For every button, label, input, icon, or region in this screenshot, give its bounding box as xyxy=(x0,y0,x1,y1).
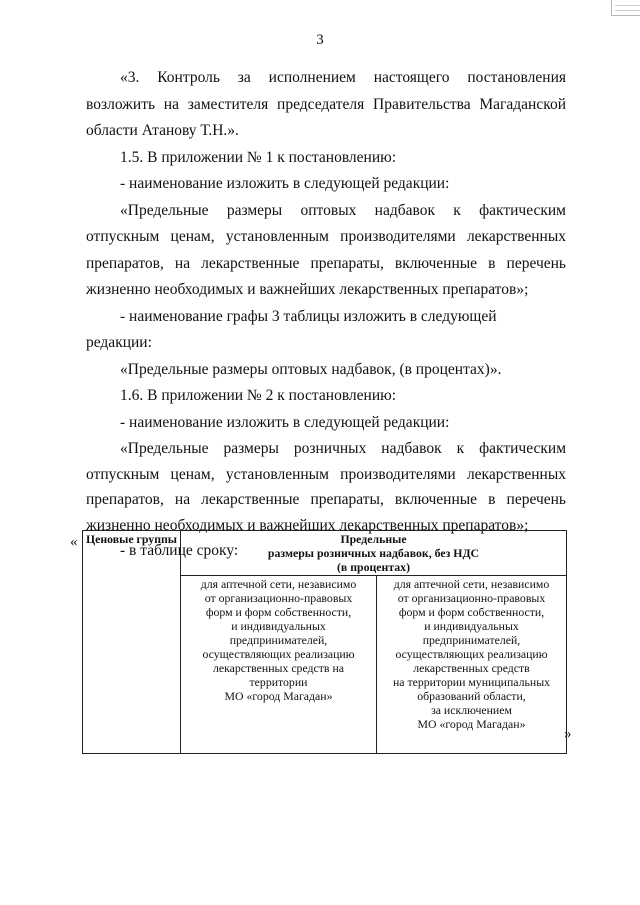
cell-line: лекарственных средств на xyxy=(212,661,344,675)
cell-line: образований области, xyxy=(417,689,526,703)
cell-line: МО «город Магадан» xyxy=(417,717,526,731)
cell-line: для аптечной сети, независимо xyxy=(200,577,357,591)
cell-line: от организационно-правовых xyxy=(397,591,546,605)
paragraph-wholesale-column: «Предельные размеры оптовых надбавок, (в процентах)». xyxy=(120,360,502,378)
cell-line: предпринимателей, xyxy=(229,633,328,647)
cell-line: форм и форм собственности, xyxy=(398,605,545,619)
cell-line: лекарственных средств xyxy=(413,661,530,675)
retail-markup-table xyxy=(82,530,567,754)
header-line: размеры розничных надбавок, без НДС xyxy=(267,546,480,560)
document-body xyxy=(86,65,566,565)
header-line: (в процентах) xyxy=(337,560,410,574)
retail-markup-header xyxy=(181,531,567,576)
table-open-quote: « xyxy=(70,534,78,550)
paragraph-column-3-edit: - наименование графы 3 таблицы изложить в следующей редакции: xyxy=(86,307,497,351)
paragraph-appendix-2: 1.6. В приложении № 2 к постановлению: xyxy=(120,387,397,404)
markup-table-block xyxy=(70,530,580,765)
header-line: Предельные xyxy=(340,532,407,546)
cell-line: МО «город Магадан» xyxy=(224,689,333,703)
paragraph-control-clause: «3. Контроль за исполнением настоящего постановления возложить на заместителя председателя Правительства Магаданской области Атанову Т.Н.». xyxy=(86,69,566,139)
scan-corner-mark xyxy=(611,0,640,16)
cell-line: за исключением xyxy=(431,703,512,717)
price-groups-header: Ценовые группы xyxy=(83,531,181,754)
paragraph-table-row: - в таблице сроку: xyxy=(120,542,239,559)
cell-line: и индивидуальных xyxy=(231,619,326,633)
magadan-pharmacy-column xyxy=(181,576,377,754)
table-close-quote: » xyxy=(564,726,572,742)
paragraph-appendix-1: 1.5. В приложении № 1 к постановлению: xyxy=(120,148,397,166)
page-number: 3 xyxy=(316,32,324,48)
cell-line: от организационно-правовых xyxy=(204,591,353,605)
cell-line: территории xyxy=(249,675,308,689)
cell-line: предпринимателей, xyxy=(422,633,521,647)
paragraph-retail-title: «Предельные размеры розничных надбавок к фактическим отпускным ценам, установленным производителями лекарственных препаратов, на лекарственные препараты, включенные в перечень жизненно необходимых и важнейших лекарственных препаратов»; xyxy=(86,440,566,534)
cell-line: осуществляющих реализацию xyxy=(395,647,548,661)
cell-line: осуществляющих реализацию xyxy=(202,647,355,661)
cell-line: на территории муниципальных xyxy=(392,675,551,689)
cell-line: и индивидуальных xyxy=(424,619,519,633)
paragraph-wholesale-title: «Предельные размеры оптовых надбавок к фактическим отпускным ценам, установленным производителями лекарственных препаратов, на лекарственные препараты, включенные в перечень жизненно необходимых и важнейших лекарственных препаратов»; xyxy=(86,201,566,298)
paragraph-name-edit-1: - наименование изложить в следующей редакции: xyxy=(120,175,450,192)
cell-line: форм и форм собственности, xyxy=(205,605,352,619)
cell-line: для аптечной сети, независимо xyxy=(393,577,550,591)
paragraph-name-edit-2: - наименование изложить в следующей редакции: xyxy=(120,413,450,431)
regional-pharmacy-column xyxy=(377,576,567,754)
